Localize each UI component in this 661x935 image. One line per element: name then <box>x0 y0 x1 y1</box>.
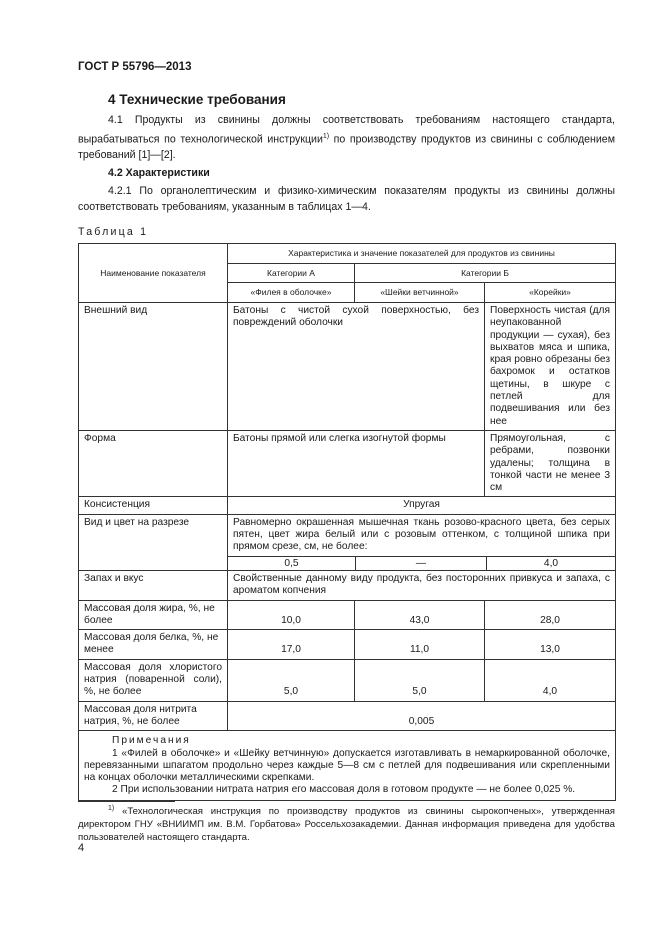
document-header: ГОСТ Р 55796—2013 <box>78 61 192 73</box>
shape-text-loin: Прямоугольная, с ребрами, позвонки удалены; толщина в тонкой части не менее 3 см <box>485 430 616 496</box>
fat-value-neck: 43,0 <box>355 600 485 630</box>
nitrite-value: 0,005 <box>228 701 616 731</box>
cut-value-loin: 4,0 <box>543 557 559 569</box>
footnote-ref[interactable]: 1) <box>322 132 330 140</box>
footnote: $^{1)}$ «Технологическая инструкция по производству продуктов из свинины сырокопченых», утвержденная директором ГНУ «ВНИИМП им. В.М. Горбатова» Россельхозакадемии. Данная информация приведена для удобства пользователей настоящего стандарта. <box>78 805 615 843</box>
header-product-neck: «Шейки ветчинной» <box>355 283 485 303</box>
appearance-text-a: Батоны с чистой сухой поверхностью, без повреждений оболочки <box>228 303 485 431</box>
cut-value-neck: — <box>356 557 487 570</box>
header-category-a: Категории А <box>228 264 355 283</box>
fat-value-fillet: 10,0 <box>228 600 355 630</box>
cut-text: Равномерно окрашенная мышечная ткань розово-красного цвета, без серых пятен, цвет жира белый или с розовым оттенком, с толщиной шпика при прямом срезе, см, не более: <box>233 516 610 553</box>
table-notes <box>79 731 616 800</box>
shape-text-a: Батоны прямой или слегка изогнутой формы <box>228 430 485 496</box>
cut-cell <box>228 514 616 570</box>
table-row <box>79 497 616 514</box>
table-label: Таблица 1 <box>78 226 149 238</box>
header-characteristics: Характеристика и значение показателей для продуктов из свинины <box>228 244 616 264</box>
paragraph-4-2-1: 4.2.1 По органолептическим и физико-химическим показателям продукты из свинины должны соответствовать требованиям, указанным в таблицах 1—4. <box>78 185 615 213</box>
paragraph-4-1: 4.1 Продукты из свинины должны соответствовать требованиям настоящего стандарта, вырабатываться по технологической инструкции$^{1)}$ по производству продуктов из свинины с соблюдением требований [1]—[2]. <box>78 114 615 161</box>
table-row <box>79 303 616 431</box>
smell-text: Свойственные данному виду продукта, без посторонних привкуса и запаха, с ароматом копчения <box>228 570 616 600</box>
row-name-appearance: Внешний вид <box>79 303 228 431</box>
table-1 <box>78 243 616 801</box>
table-row <box>79 701 616 731</box>
header-category-b: Категории Б <box>355 264 616 283</box>
section-title: 4 Технические требования <box>108 92 286 107</box>
footnote-divider <box>78 801 175 802</box>
row-name-shape: Форма <box>79 430 228 496</box>
header-product-fillet: «Филея в оболочке» <box>228 283 355 303</box>
table-row <box>79 659 616 701</box>
consistency-value: Упругая <box>228 497 616 514</box>
note-1: 1 «Филей в оболочке» и «Шейку ветчинную» допускается изготавливать в немаркированной оболочке, перевязанными шпагатом продольно через каждые 5—8 см с петлей для подвешивания или скрепленными на концах оболочки металлическими скрепками. <box>84 747 610 784</box>
salt-value-loin: 4,0 <box>485 659 616 701</box>
protein-value-loin: 13,0 <box>485 630 616 660</box>
cut-values <box>228 556 615 570</box>
salt-value-neck: 5,0 <box>355 659 485 701</box>
row-name-salt: Массовая доля хлористого натрия (поваренной соли), %, не более <box>79 659 228 701</box>
appearance-text-loin: Поверхность чистая (для неупакованной продукции — сухая), без выхватов мяса и шпика, края ровно обрезаны без бахромок и остатков щетины, в шкуре с петлей для подвешивания или без нее <box>485 303 616 431</box>
row-name-consistency: Консистенция <box>79 497 228 514</box>
row-name-fat: Массовая доля жира, %, не более <box>79 600 228 630</box>
table-row <box>79 600 616 630</box>
fat-value-loin: 28,0 <box>485 600 616 630</box>
salt-value-fillet: 5,0 <box>228 659 355 701</box>
row-name-nitrite: Массовая доля нитрита натрия, %, не более <box>79 701 228 731</box>
protein-value-neck: 11,0 <box>355 630 485 660</box>
cut-value-fillet: 0,5 <box>228 557 356 570</box>
table-row <box>79 630 616 660</box>
subsection-title: 4.2 Характеристики <box>108 167 210 179</box>
protein-value-fillet: 17,0 <box>228 630 355 660</box>
row-name-cut: Вид и цвет на разрезе <box>79 514 228 570</box>
row-name-smell: Запах и вкус <box>79 570 228 600</box>
notes-title: Примечания <box>112 735 191 747</box>
header-product-loin: «Корейки» <box>485 283 616 303</box>
table-row <box>79 430 616 496</box>
footnote-mark: 1) <box>108 805 115 812</box>
header-indicator-name: Наименование показателя <box>79 244 228 303</box>
row-name-protein: Массовая доля белка, %, не менее <box>79 630 228 660</box>
note-2: 2 При использовании нитрата натрия его массовая доля в готовом продукте — не более 0,025 %. <box>112 784 576 796</box>
table-row <box>79 570 616 600</box>
page-number: 4 <box>78 842 85 854</box>
table-row <box>79 514 616 570</box>
